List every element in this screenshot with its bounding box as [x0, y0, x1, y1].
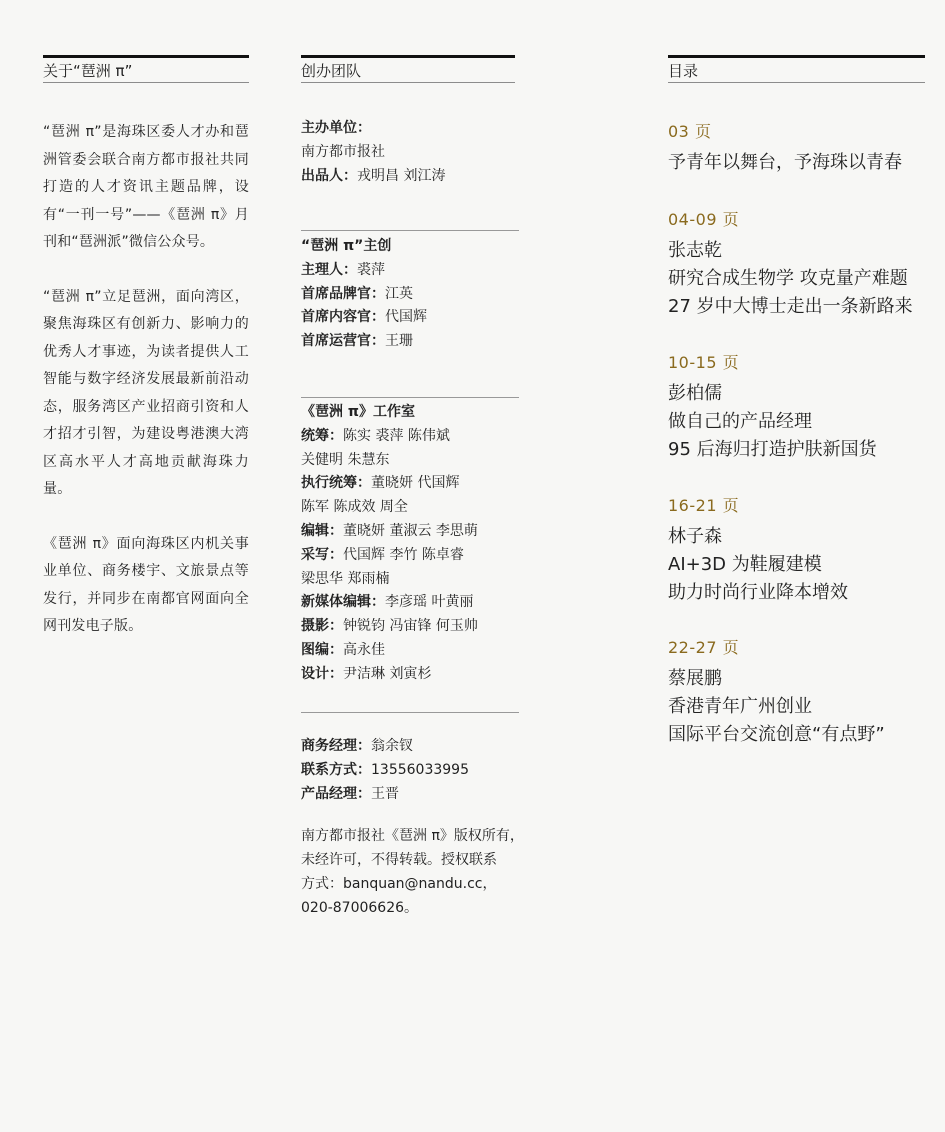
contact-label: 联系方式： — [301, 761, 371, 778]
exec-value: 董晓妍 代国辉 — [371, 475, 460, 492]
toc-title-line: 张志乾 — [668, 240, 722, 261]
creators-section — [301, 235, 427, 354]
divider — [301, 397, 519, 398]
host-label: 主办单位： — [301, 120, 371, 136]
coord-value-cont: 关健明 朱慧东 — [301, 451, 390, 468]
creators-title: “琶洲 π”主创 — [301, 238, 392, 254]
toc-entry[interactable] — [668, 636, 928, 749]
editor-value: 董晓妍 董淑云 李思萌 — [343, 522, 478, 539]
studio-title: 《琶洲 π》工作室 — [301, 404, 415, 420]
writer-label: 采写： — [301, 546, 343, 563]
coord-value: 陈实 裘萍 陈伟斌 — [343, 427, 450, 444]
copyright-notice — [301, 824, 541, 920]
about-heading: 关于“琶洲 π” — [43, 55, 249, 83]
toc-title-line: 做自己的产品经理 — [668, 411, 812, 432]
ops-officer-label: 首席运营官： — [301, 333, 385, 350]
about-paragraph: 《琶洲 π》面向海珠区内机关事业单位、商务楼宇、文旅景点等发行，并同步在南都官网面向全网刊发电子版。 — [43, 535, 249, 634]
about-column — [43, 55, 249, 641]
toc-title-line: 予青年以舞台，予海珠以青春 — [668, 152, 902, 173]
divider — [301, 230, 519, 231]
copyright-line: 南方都市报社《琶洲 π》版权所有， — [301, 828, 524, 844]
writer-value: 代国辉 李竹 陈卓睿 — [343, 546, 464, 563]
toc-title-line: 助力时尚行业降本增效 — [668, 582, 848, 603]
toc-column — [668, 55, 925, 775]
studio-section — [301, 401, 478, 687]
brand-officer-label: 首席品牌官： — [301, 285, 385, 302]
toc-entry[interactable] — [668, 494, 928, 607]
photo-value: 钟锐钧 冯宙锋 何玉帅 — [343, 618, 478, 635]
producer-value: 戎明昌 刘江涛 — [357, 167, 446, 184]
content-officer-value: 代国辉 — [385, 309, 427, 326]
photo-label: 摄影： — [301, 618, 343, 635]
design-label: 设计： — [301, 665, 343, 682]
copyright-line: 020-87006626。 — [301, 900, 419, 916]
about-body — [43, 119, 249, 641]
toc-entry[interactable] — [668, 351, 928, 464]
manager-label: 主理人： — [301, 261, 357, 278]
toc-title-line: 林子森 — [668, 526, 722, 547]
graphic-label: 图编： — [301, 641, 343, 658]
toc-title-line: AI+3D 为鞋履建模 — [668, 554, 822, 575]
biz-value: 翁余钗 — [371, 738, 413, 754]
toc-page-range: 22-27 页 — [668, 638, 740, 657]
toc-title-line: 香港青年广州创业 — [668, 696, 812, 717]
exec-value-cont: 陈军 陈成效 周全 — [301, 499, 408, 516]
ops-officer-value: 王珊 — [385, 333, 413, 350]
toc-title-line: 蔡展鹏 — [668, 668, 722, 689]
newmedia-label: 新媒体编辑： — [301, 594, 385, 611]
design-value: 尹洁琳 刘寅杉 — [343, 665, 432, 682]
graphic-value: 高永佳 — [343, 641, 385, 658]
brand-officer-value: 江英 — [385, 285, 413, 302]
toc-entry[interactable] — [668, 120, 928, 177]
business-section — [301, 735, 469, 806]
toc-title-line: 27 岁中大博士走出一条新路来 — [668, 296, 913, 317]
contact-value: 13556033995 — [371, 761, 469, 778]
host-section — [301, 117, 445, 188]
team-heading: 创办团队 — [301, 55, 515, 83]
manager-value: 裘萍 — [357, 261, 385, 278]
divider — [301, 712, 519, 713]
toc-title-line: 彭柏儒 — [668, 383, 722, 404]
product-value: 王晋 — [371, 785, 399, 802]
toc-title-line: 研究合成生物学 攻克量产难题 — [668, 268, 908, 289]
writer-value-cont: 梁思华 郑雨楠 — [301, 570, 390, 587]
toc-page-range: 04-09 页 — [668, 210, 740, 229]
toc-entry[interactable] — [668, 208, 928, 321]
team-column — [301, 55, 524, 935]
newmedia-value: 李彦瑶 叶黄丽 — [385, 594, 474, 611]
biz-label: 商务经理： — [301, 738, 371, 754]
copyright-line: 未经许可，不得转载。授权联系 — [301, 852, 497, 868]
toc-page-range: 16-21 页 — [668, 496, 740, 515]
copyright-line: 方式：banquan@nandu.cc， — [301, 876, 497, 892]
about-paragraph: “琶洲 π”立足琶洲，面向湾区，聚焦海珠区有创新力、影响力的优秀人才事迹，为读者提供人工智能与数字经济发展最新前沿动态，服务湾区产业招商引资和人才招才引智，为建设粤港澳大湾区高水平人才高地贡献海珠力量。 — [43, 288, 249, 497]
coord-label: 统筹： — [301, 427, 343, 444]
toc-page-range: 10-15 页 — [668, 353, 740, 372]
toc-heading: 目录 — [668, 55, 925, 83]
producer-label: 出品人： — [301, 167, 357, 184]
content-officer-label: 首席内容官： — [301, 309, 385, 326]
product-label: 产品经理： — [301, 785, 371, 802]
toc-title-line: 95 后海归打造护肤新国货 — [668, 439, 877, 460]
toc-title-line: 国际平台交流创意“有点野” — [668, 724, 885, 745]
exec-label: 执行统筹： — [301, 475, 371, 492]
editor-label: 编辑： — [301, 522, 343, 539]
toc-page-range: 03 页 — [668, 122, 712, 141]
host-value: 南方都市报社 — [301, 143, 385, 160]
about-paragraph: “琶洲 π”是海珠区委人才办和琶洲管委会联合南方都市报社共同打造的人才资讯主题品牌，设有“一刊一号”——《琶洲 π》月刊和“琶洲派”微信公众号。 — [43, 124, 249, 250]
